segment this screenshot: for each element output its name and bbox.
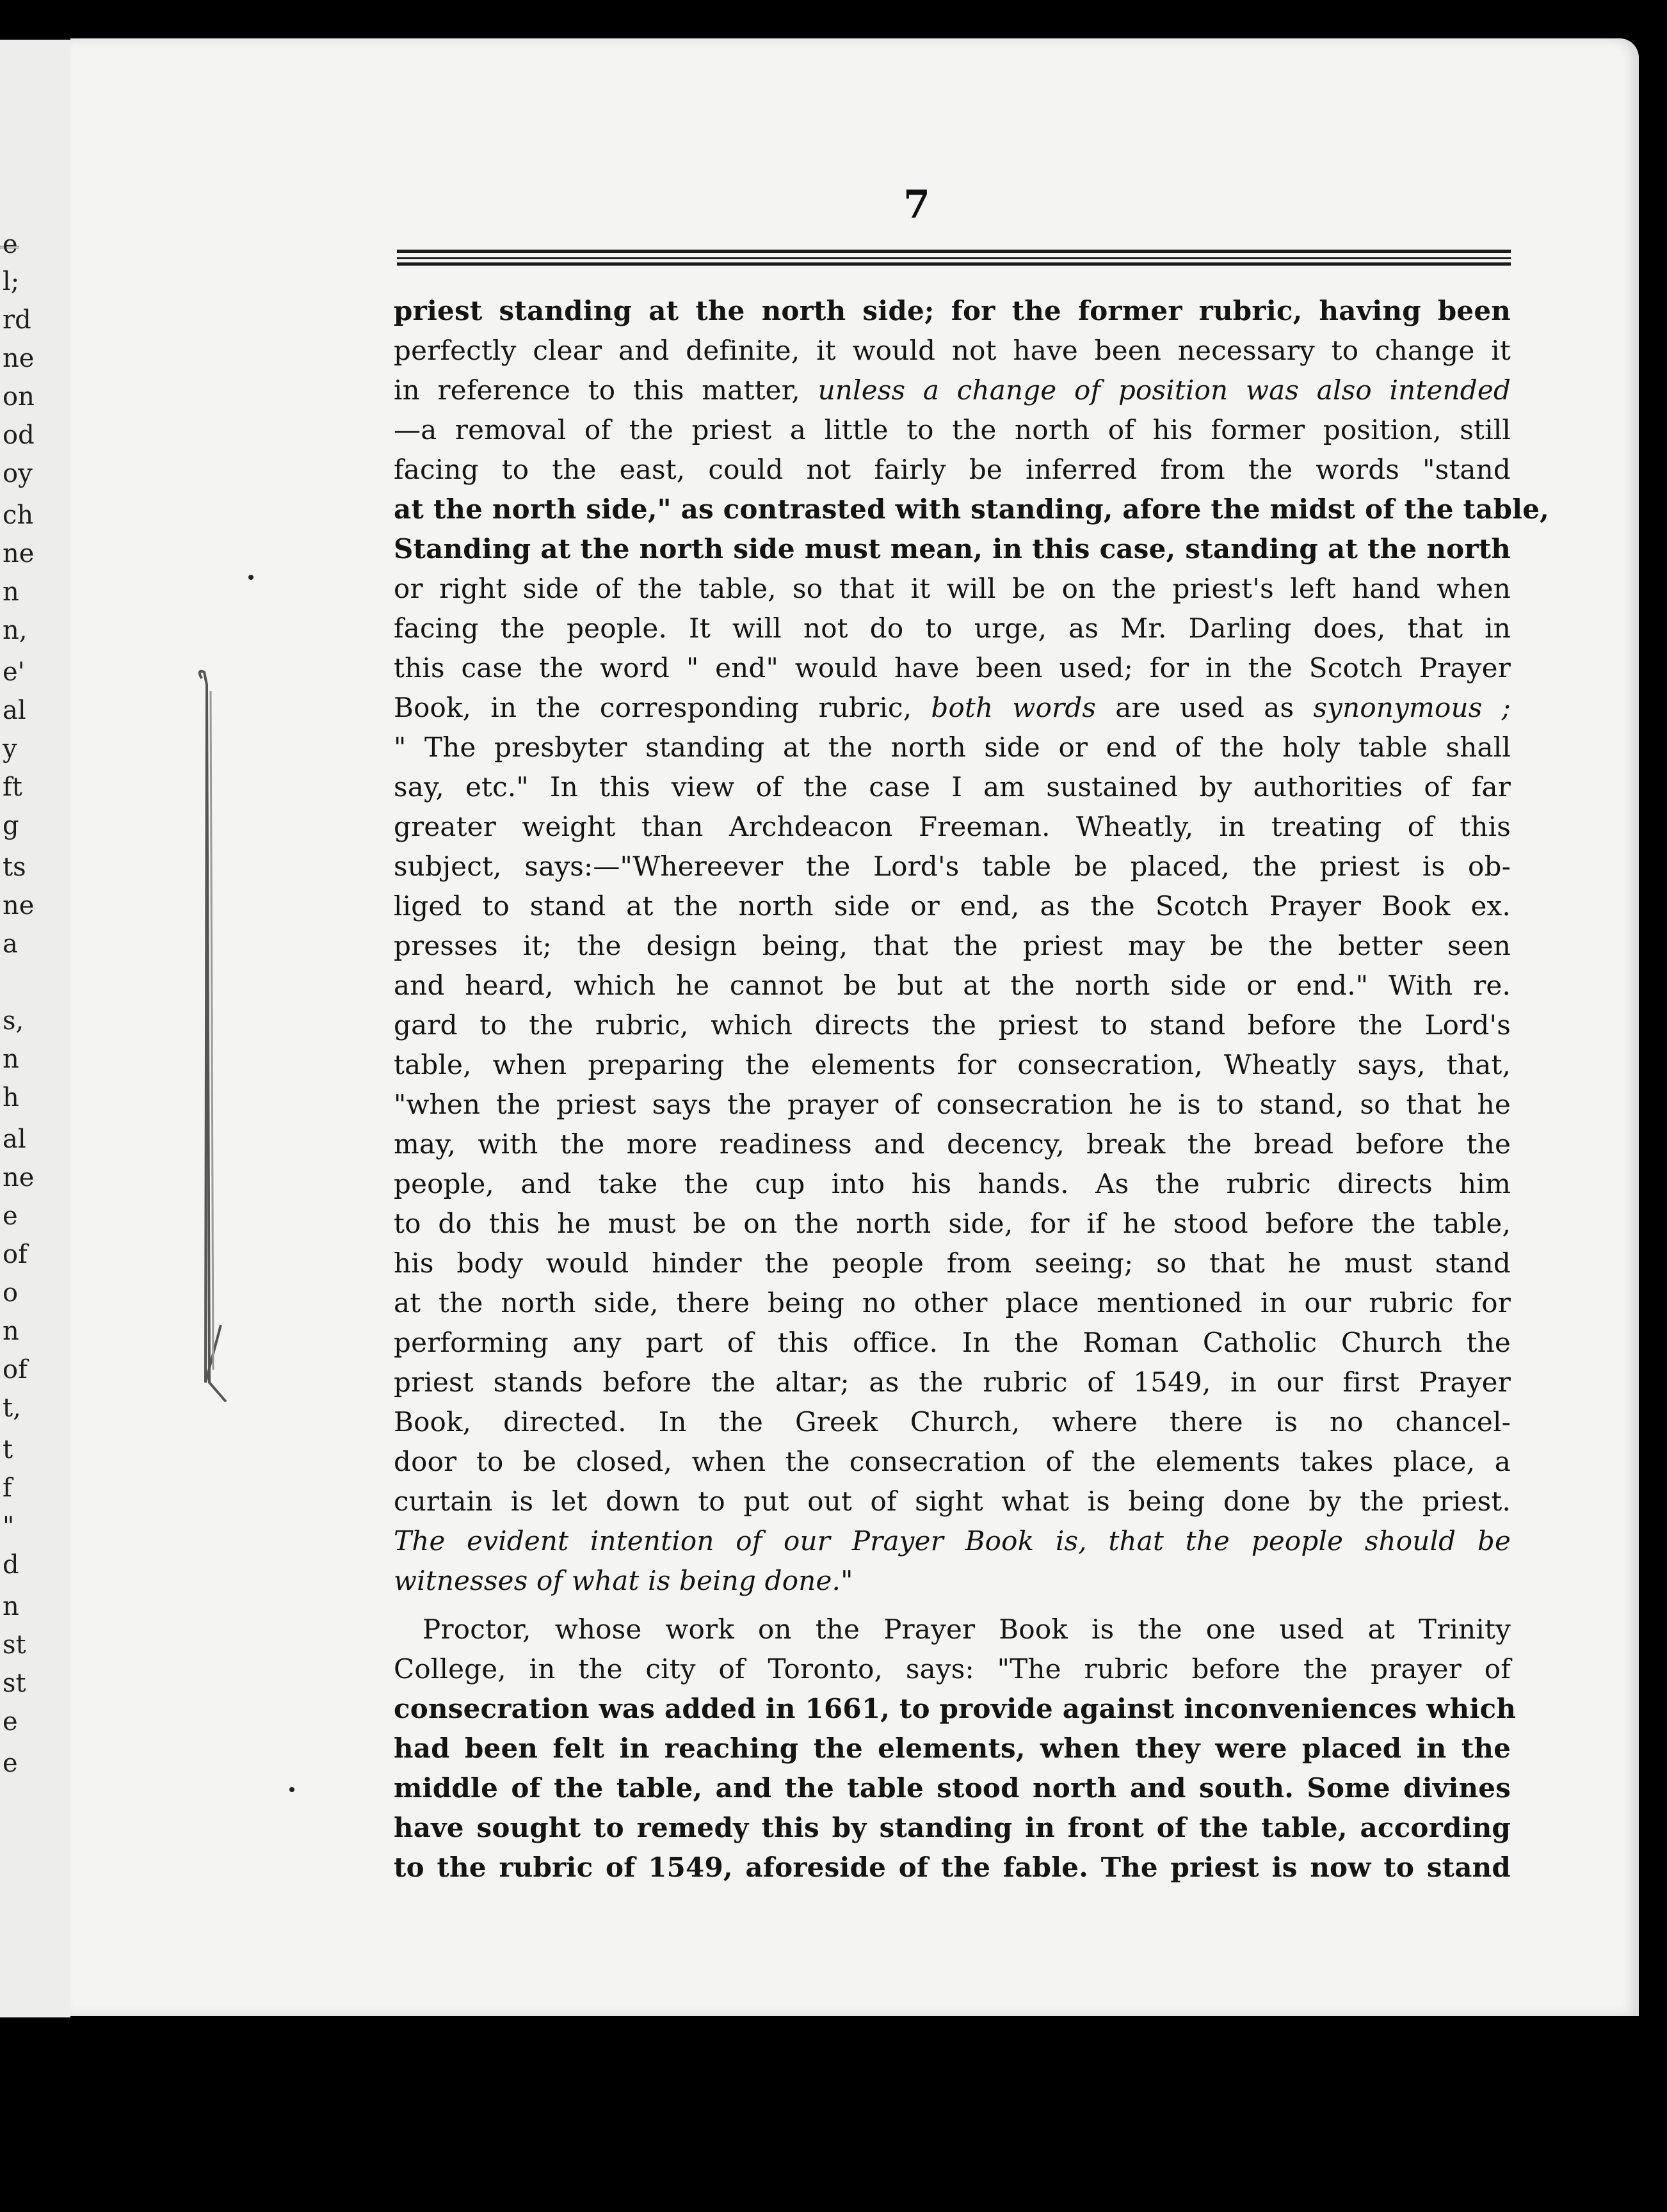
ink-speck xyxy=(289,1787,294,1792)
text-run: say, etc." In this view of the case I am sustained by authorities of far xyxy=(394,771,1511,803)
italic-phrase: both words xyxy=(931,692,1097,723)
left-page-fragment-text: t xyxy=(3,1435,13,1464)
italic-phrase: synonymous ; xyxy=(1313,692,1511,723)
text-run: "when the priest says the prayer of consecration he is to stand, so that he xyxy=(394,1089,1511,1120)
left-page-fragment-text: a xyxy=(3,929,18,959)
text-run: Book, directed. In the Greek Church, where there is no chancel- xyxy=(394,1406,1511,1438)
text-run: or right side of the table, so that it will be on the priest's left hand when xyxy=(394,573,1511,604)
text-line xyxy=(394,371,1511,410)
left-page-fragment-text: " xyxy=(3,1512,15,1541)
text-run: consecration was added in 1661, to provide against inconveniences which xyxy=(394,1693,1517,1724)
italic-phrase: unless a change of position was also intended xyxy=(817,374,1511,406)
left-page-fragment-text: ts xyxy=(3,853,26,882)
header-rule xyxy=(397,250,1511,269)
text-run: facing to the east, could not fairly be inferred from the words "stand xyxy=(394,454,1511,485)
left-page-fragment-text: e xyxy=(3,1707,18,1736)
text-run: his body would hinder the people from seeing; so that he must stand xyxy=(394,1247,1511,1279)
left-page-fragment-text: oy xyxy=(3,459,33,488)
left-page-fragment-text: od xyxy=(3,421,35,450)
left-page-fragment-text: e xyxy=(3,1749,18,1778)
left-page-fragment-text: f xyxy=(3,1473,12,1503)
text-line xyxy=(394,847,1511,886)
body-text xyxy=(394,291,1549,1887)
text-run: people, and take the cup into his hands. As the rubric directs him xyxy=(394,1168,1511,1199)
text-run: at the north side, there being no other place mentioned in our rubric for xyxy=(394,1287,1511,1318)
text-line xyxy=(394,1085,1511,1125)
text-run: this case the word " end" would have been used; for in the Scotch Prayer xyxy=(394,652,1511,684)
left-page-fragment-text: n, xyxy=(3,616,28,645)
text-run: perfectly clear and definite, it would not have been necessary to change it xyxy=(394,335,1511,366)
text-line xyxy=(394,1848,1511,1887)
text-run: College, in the city of Toronto, says: "The rubric before the prayer of xyxy=(394,1653,1511,1685)
left-page-fragment-text: on xyxy=(3,382,35,412)
text-line xyxy=(394,291,1511,331)
text-line xyxy=(394,1045,1511,1085)
text-run: in reference to this matter, xyxy=(394,374,818,406)
left-page-fragment-text: rd xyxy=(3,305,31,335)
text-run: are used as xyxy=(1096,692,1314,723)
text-line xyxy=(394,966,1511,1006)
left-page-fragment-text: ne xyxy=(3,891,35,920)
italic-phrase: The evident intention of our Prayer Book is, that the people should be xyxy=(394,1525,1511,1557)
text-line xyxy=(394,609,1511,648)
text-run: priest standing at the north side; for the former rubric, having been xyxy=(394,295,1511,326)
left-page-fragment-text: e xyxy=(3,230,18,259)
text-run: —a removal of the priest a little to the north of his former position, still xyxy=(394,414,1511,445)
text-run: middle of the table, and the table stood north and south. Some divines xyxy=(394,1772,1511,1804)
left-page-fragment-text: n xyxy=(3,1592,19,1621)
text-line xyxy=(394,1283,1511,1323)
text-line xyxy=(394,1442,1511,1482)
text-line xyxy=(394,1561,1511,1601)
left-page-fragment-text: e xyxy=(3,1201,18,1231)
text-line xyxy=(394,569,1511,609)
text-line xyxy=(394,1363,1511,1402)
text-run: Book, in the corresponding rubric, xyxy=(394,692,931,723)
left-page-fragment-text: of xyxy=(3,1355,28,1384)
left-page-fragment-text: l; xyxy=(3,267,20,296)
text-line xyxy=(394,1164,1511,1204)
text-run: may, with the more readiness and decency, break the bread before the xyxy=(394,1128,1511,1160)
text-line xyxy=(394,1649,1511,1689)
left-page-fragment-text: d xyxy=(3,1550,19,1580)
left-page-fragment-text: st xyxy=(3,1669,26,1698)
left-page-fragment-text: e' xyxy=(3,657,25,687)
text-run: and heard, which he cannot be but at the north side or end." With re. xyxy=(394,970,1511,1001)
text-line xyxy=(394,331,1511,371)
left-page-fragment-text: y xyxy=(3,734,17,764)
text-line xyxy=(394,1610,1511,1649)
left-page-fragment-text: ch xyxy=(3,501,34,530)
text-line xyxy=(394,1125,1511,1164)
text-run: facing the people. It will not do to urge, as Mr. Darling does, that in xyxy=(394,613,1511,644)
text-run: performing any part of this office. In the Roman Catholic Church the xyxy=(394,1327,1511,1358)
text-run: door to be closed, when the consecration of the elements takes place, a xyxy=(394,1446,1511,1477)
left-page-fragment-text: al xyxy=(3,696,26,725)
text-run: greater weight than Archdeacon Freeman. Wheatly, in treating of this xyxy=(394,811,1511,842)
text-line xyxy=(394,1323,1511,1363)
page xyxy=(70,38,1639,2016)
left-page-fragment-text: al xyxy=(3,1125,26,1154)
left-page-fragment-text: st xyxy=(3,1630,26,1660)
left-page-fragment-text: t, xyxy=(3,1393,21,1423)
text-run: Standing at the north side must mean, in this case, standing at the north xyxy=(394,533,1511,565)
text-run: to do this he must be on the north side, for if he stood before the table, xyxy=(394,1208,1511,1239)
left-page-fragment-text: s, xyxy=(3,1006,24,1036)
left-page-fragment-text: n xyxy=(3,1045,19,1074)
left-page-fragment-text: n xyxy=(3,577,19,607)
text-line xyxy=(394,807,1511,847)
text-run: subject, says:—"Whereever the Lord's table be placed, the priest is ob- xyxy=(394,851,1511,882)
text-line xyxy=(394,926,1511,966)
ink-speck xyxy=(248,575,254,580)
left-page-fragment xyxy=(0,40,70,2017)
text-run: had been felt in reaching the elements, when they were placed in the xyxy=(394,1733,1511,1764)
text-line xyxy=(394,1482,1511,1521)
text-line xyxy=(394,1689,1517,1729)
text-run: gard to the rubric, which directs the priest to stand before the Lord's xyxy=(394,1009,1511,1041)
italic-phrase: witnesses of what is being done. xyxy=(394,1565,841,1596)
text-run: have sought to remedy this by standing in front of the table, according xyxy=(394,1812,1511,1843)
page-number: 7 xyxy=(903,182,930,227)
text-line xyxy=(394,1204,1511,1244)
left-page-fragment-text: n xyxy=(3,1317,19,1346)
text-line xyxy=(394,1729,1511,1768)
text-line xyxy=(394,728,1511,767)
text-run: " The presbyter standing at the north side or end of the holy table shall xyxy=(394,732,1511,763)
text-run: priest stands before the altar; as the rubric of 1549, in our first Prayer xyxy=(394,1366,1511,1398)
text-run: " xyxy=(841,1565,853,1596)
text-line xyxy=(394,767,1511,807)
text-line xyxy=(394,1521,1511,1561)
text-line xyxy=(394,1768,1511,1808)
left-page-fragment-text: of xyxy=(3,1240,28,1269)
left-page-fragment-text: g xyxy=(3,811,19,840)
text-run: Proctor, whose work on the Prayer Book is the one used at Trinity xyxy=(423,1614,1511,1645)
left-page-fragment-text: h xyxy=(3,1083,19,1112)
text-line xyxy=(394,1006,1511,1045)
text-run: to the rubric of 1549, aforeside of the fable. The priest is now to stand xyxy=(394,1852,1511,1883)
text-line xyxy=(394,490,1549,529)
text-line xyxy=(394,1808,1511,1848)
text-run: curtain is let down to put out of sight what is being done by the priest. xyxy=(394,1486,1511,1517)
text-run: at the north side," as contrasted with standing, afore the midst of the table, xyxy=(394,493,1549,525)
left-page-fragment-text: o xyxy=(3,1278,19,1308)
left-page-fragment-text: ft xyxy=(3,773,22,802)
text-run: table, when preparing the elements for consecration, Wheatly says, that, xyxy=(394,1049,1511,1080)
left-page-fragment-text: ne xyxy=(3,344,35,373)
text-run: liged to stand at the north side or end, as the Scotch Prayer Book ex. xyxy=(394,890,1511,922)
text-line xyxy=(394,1244,1511,1283)
text-line xyxy=(394,410,1511,450)
text-run: presses it; the design being, that the priest may be the better seen xyxy=(394,930,1511,961)
text-line xyxy=(394,648,1511,688)
text-line xyxy=(394,1402,1511,1442)
binding-thread-image xyxy=(195,666,234,1402)
left-page-fragment-text: ne xyxy=(3,1163,35,1192)
text-line xyxy=(394,688,1511,728)
text-line xyxy=(394,529,1511,569)
text-line xyxy=(394,450,1511,490)
text-line xyxy=(394,886,1511,926)
left-page-fragment-text: ne xyxy=(3,539,35,568)
